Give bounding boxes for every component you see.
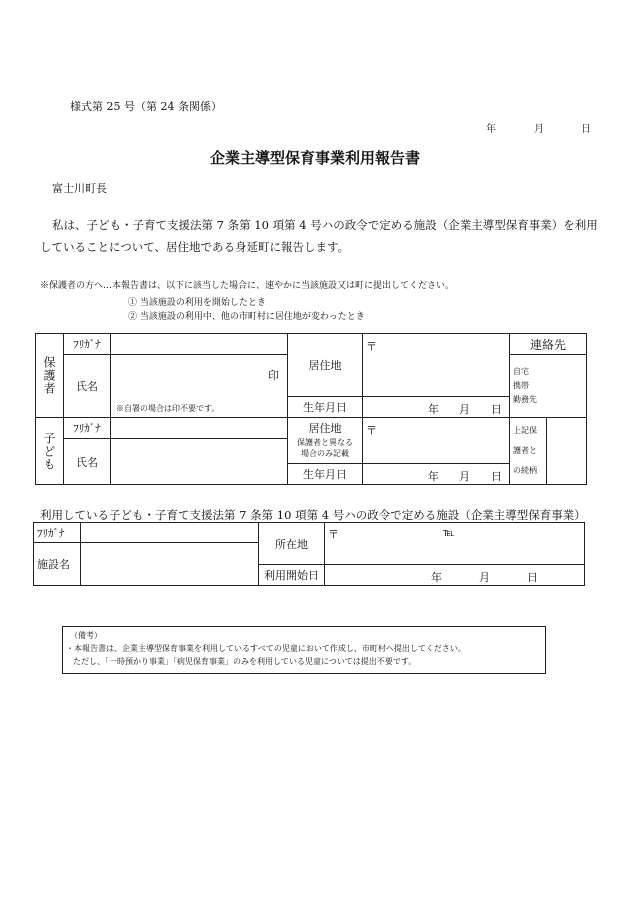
remarks-line-1: ・本報告書は、企業主導型保育事業を利用しているすべての児童において作成し、市町村へ提出してください。 bbox=[66, 644, 466, 653]
relation-label: 上記保 護者と の続柄 bbox=[510, 418, 547, 485]
date-day-label: 日 bbox=[581, 124, 591, 135]
child-name-label: 氏名 bbox=[64, 439, 111, 485]
guardian-birthdate-label: 生年月日 bbox=[288, 397, 363, 418]
start-day-label: 日 bbox=[527, 571, 538, 584]
postal-mark: 〒 bbox=[366, 424, 377, 437]
start-date-label: 利用開始日 bbox=[259, 565, 325, 586]
contact-home-label: 自宅 bbox=[513, 367, 529, 376]
facility-table bbox=[33, 522, 585, 586]
child-furigana-label: ﾌﾘｶﾞﾅ bbox=[64, 418, 111, 439]
seal-mark: 印 bbox=[268, 369, 279, 382]
guardian-residence-label: 居住地 bbox=[288, 334, 363, 397]
page-title: 企業主導型保育事業利用報告書 bbox=[209, 149, 420, 167]
phone-mark: ℡ bbox=[443, 526, 455, 539]
child-birth-month-label: 月 bbox=[459, 470, 470, 483]
facility-location-label: 所在地 bbox=[259, 523, 325, 565]
guardian-furigana-label: ﾌﾘｶﾞﾅ bbox=[64, 334, 111, 355]
notice-item-1: ① 当該施設の利用を開始したとき bbox=[128, 298, 266, 308]
relation-input[interactable] bbox=[547, 418, 587, 485]
guardian-residence-input[interactable] bbox=[363, 334, 510, 397]
remarks-heading: （備考） bbox=[70, 631, 102, 640]
guardian-furigana-input[interactable] bbox=[111, 334, 288, 355]
contact-work-label: 勤務先 bbox=[513, 395, 537, 404]
guardian-child-table bbox=[35, 333, 587, 485]
child-name-input[interactable] bbox=[111, 439, 288, 485]
guardian-birthdate-input[interactable] bbox=[363, 397, 510, 418]
start-year-label: 年 bbox=[431, 571, 442, 584]
child-section-label: 子ども bbox=[36, 418, 64, 485]
child-birthdate-label: 生年月日 bbox=[288, 464, 363, 485]
statement-line-1: 私は、子ども・子育て支援法第 7 条第 10 項第 4 号ハの政令で定める施設（企業主導型保育事業）を利用 bbox=[52, 218, 598, 232]
child-birthdate-input[interactable] bbox=[363, 464, 510, 485]
facility-heading: 利用している子ども・子育て支援法第 7 条第 10 項第 4 号ハの政令で定める施設（企業主導型保育事業） bbox=[40, 508, 586, 522]
date-month-label: 月 bbox=[534, 124, 544, 135]
guardian-section-label: 保護者 bbox=[36, 334, 64, 418]
seal-note: ※自署の場合は印不要です。 bbox=[116, 404, 220, 413]
child-furigana-input[interactable] bbox=[111, 418, 288, 439]
contact-details-cell[interactable] bbox=[510, 355, 587, 418]
facility-location-input[interactable] bbox=[325, 523, 585, 565]
addressee: 富士川町長 bbox=[52, 182, 107, 195]
start-month-label: 月 bbox=[479, 571, 490, 584]
statement-line-2: していることについて、居住地である身延町に報告します。 bbox=[40, 240, 350, 254]
guardian-name-input[interactable] bbox=[111, 355, 288, 418]
birth-day-label: 日 bbox=[491, 403, 502, 416]
start-date-input[interactable] bbox=[325, 565, 585, 586]
facility-furigana-label: ﾌﾘｶﾞﾅ bbox=[34, 523, 81, 543]
child-residence-label: 居住地 保護者と異なる 場合のみ記載 bbox=[288, 418, 363, 464]
contact-header: 連絡先 bbox=[510, 334, 587, 355]
child-birth-year-label: 年 bbox=[428, 470, 439, 483]
remarks-box bbox=[62, 626, 546, 674]
child-birth-day-label: 日 bbox=[491, 470, 502, 483]
facility-name-input[interactable] bbox=[81, 543, 259, 586]
notice-item-2: ② 当該施設の利用中、他の市町村に居住地が変わったとき bbox=[128, 312, 365, 322]
birth-month-label: 月 bbox=[459, 403, 470, 416]
notice-intro: ※保護者の方へ…本報告書は、以下に該当した場合に、速やかに当該施設又は町に提出してください。 bbox=[40, 281, 455, 291]
remarks-line-2: ただし、「一時預かり事業」「病児保育事業」のみを利用している児童については提出不要です。 bbox=[73, 657, 417, 666]
guardian-name-label: 氏名 bbox=[64, 355, 111, 418]
facility-furigana-input[interactable] bbox=[81, 523, 259, 543]
form-number: 様式第 25 号（第 24 条関係） bbox=[70, 100, 222, 113]
contact-mobile-label: 携帯 bbox=[513, 381, 529, 390]
postal-mark: 〒 bbox=[328, 528, 339, 541]
child-residence-input[interactable] bbox=[363, 418, 510, 464]
date-year-label: 年 bbox=[486, 124, 496, 135]
facility-name-label: 施設名 bbox=[34, 543, 81, 586]
birth-year-label: 年 bbox=[428, 403, 439, 416]
postal-mark: 〒 bbox=[366, 340, 377, 353]
